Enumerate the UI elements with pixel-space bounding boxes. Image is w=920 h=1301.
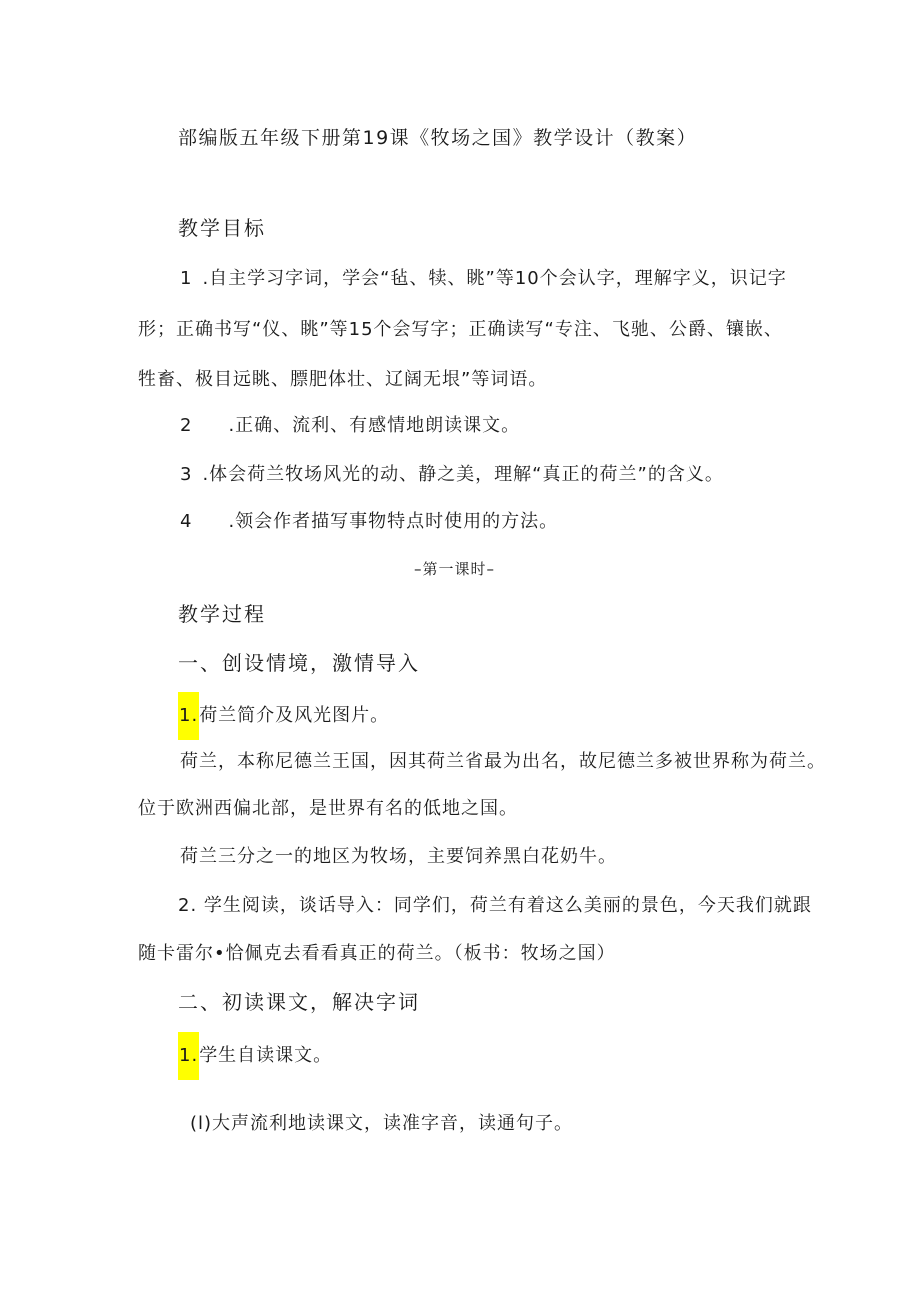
objective-text: .体会荷兰牧场风光的动、静之美，理解“真正的荷兰”的含义。: [202, 464, 724, 485]
document-title: 部编版五年级下册第19课《牧场之国》教学设计（教案）: [178, 127, 698, 149]
part-2-heading: 二、初读课文，解决字词: [178, 990, 420, 1014]
part-1-heading: 一、创设情境，激情导入: [178, 651, 420, 675]
objective-1-line-3: 牲畜、极目远眺、膘肥体壮、辽阔无垠”等词语。: [138, 369, 548, 390]
objective-number: 1: [180, 268, 193, 289]
section-heading-process: 教学过程: [178, 602, 266, 626]
item-text: 学生自读课文。: [199, 1045, 333, 1066]
objective-2: [180, 414, 520, 438]
part-2-item-1: [178, 1032, 332, 1080]
objective-1-line-2: 形；正确书写“仪、眺”等15个会写字；正确读写“专注、飞驰、公爵、镶嵌、: [138, 319, 783, 340]
highlighted-item-number: 1.: [178, 692, 199, 740]
part-1-item-1: [178, 692, 389, 740]
part-2-subitem-1: (l)大声流利地读课文，读准字音，读通句子。: [190, 1113, 574, 1134]
objective-4: [180, 510, 558, 534]
intro-paragraph-line-1: 荷兰，本称尼德兰王国，因其荷兰省最为出名，故尼德兰多被世界称为荷兰。: [180, 751, 826, 772]
objective-text: .自主学习字词，学会“毡、犊、眺”等10个会认字，理解字义，识记字: [202, 268, 787, 289]
highlighted-item-number: 1.: [178, 1032, 199, 1080]
objective-number: 4: [180, 511, 193, 532]
item-text: 荷兰简介及风光图片。: [199, 705, 390, 726]
objective-text: .领会作者描写事物特点时使用的方法。: [228, 511, 559, 532]
section-heading-objectives: 教学目标: [178, 216, 266, 240]
part-1-item-2-line-2: 随卡雷尔•恰佩克去看看真正的荷兰。（板书：牧场之国）: [138, 943, 616, 964]
intro-paragraph-line-2: 位于欧洲西偏北部，是世界有名的低地之国。: [138, 798, 518, 819]
lesson-period-mark: –第一课时–: [414, 560, 496, 578]
objective-number: 3: [180, 464, 193, 485]
part-1-item-2-line-1: 2. 学生阅读，谈话导入：同学们，荷兰有着这么美丽的景色，今天我们就跟: [178, 895, 812, 916]
cattle-paragraph: 荷兰三分之一的地区为牧场，主要饲养黑白花奶牛。: [180, 846, 617, 867]
objective-text: .正确、流利、有感情地朗读课文。: [228, 415, 521, 436]
objective-number: 2: [180, 415, 193, 436]
objective-1-line-1: [180, 267, 787, 291]
objective-3: [180, 463, 724, 487]
